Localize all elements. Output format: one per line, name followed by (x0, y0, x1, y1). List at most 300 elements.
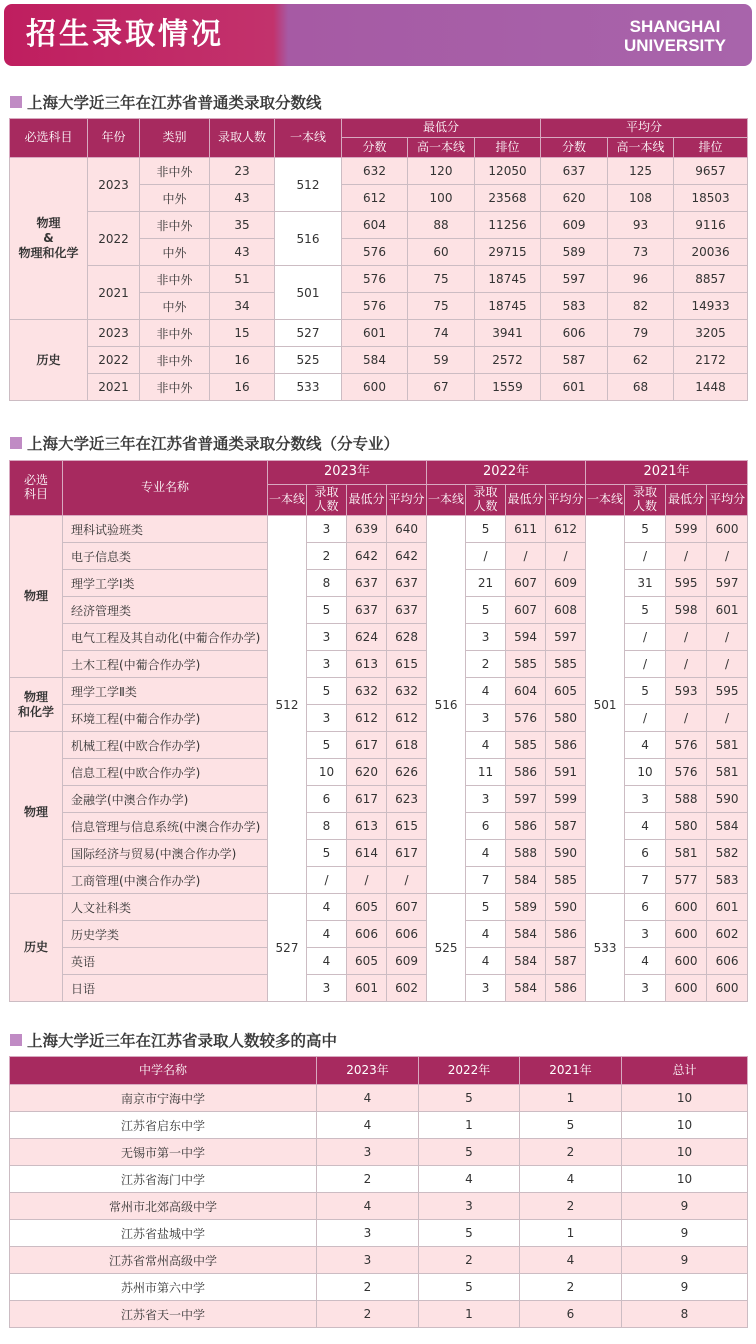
min-score-cell: 576 (506, 705, 546, 732)
admitted-cell: 5 (307, 732, 347, 759)
table-row (10, 1085, 748, 1112)
count-2023-cell: 2 (317, 1166, 419, 1193)
year-cell: 2023 (88, 320, 140, 347)
category-cell: 非中外 (140, 347, 210, 374)
year-cell: 2021 (88, 266, 140, 320)
count-2021-cell: 1 (520, 1085, 622, 1112)
avg-score-cell: 590 (546, 840, 586, 867)
admitted-cell: 43 (210, 185, 275, 212)
min-score-cell: 604 (506, 678, 546, 705)
min-score-cell: 595 (666, 570, 707, 597)
year-cell: 2022 (88, 212, 140, 266)
count-2022-cell: 5 (419, 1085, 520, 1112)
major-name-cell: 电子信息类 (63, 543, 268, 570)
category-cell: 非中外 (140, 374, 210, 401)
min-rank-cell: 3941 (475, 320, 541, 347)
major-name-cell: 环境工程(中葡合作办学) (63, 705, 268, 732)
admitted-cell: 5 (307, 678, 347, 705)
avg-score-cell: 608 (546, 597, 586, 624)
avg-rank-cell: 14933 (674, 293, 748, 320)
count-2021-cell: 4 (520, 1247, 622, 1274)
admitted-cell: 5 (625, 678, 666, 705)
avg-score-cell: 590 (707, 786, 748, 813)
table-row (10, 543, 748, 570)
admitted-cell: 16 (210, 374, 275, 401)
min-score-cell: / (666, 651, 707, 678)
tier-line-cell: 516 (275, 212, 342, 266)
school-name-cell: 苏州市第六中学 (10, 1274, 317, 1301)
table-row (10, 732, 748, 759)
admitted-cell: 3 (307, 975, 347, 1002)
admitted-cell: 3 (466, 705, 506, 732)
avg-cell: 583 (541, 293, 608, 320)
major-name-cell: 土木工程(中葡合作办学) (63, 651, 268, 678)
tier-line-cell: 527 (268, 894, 307, 1002)
avg-cell: 589 (541, 239, 608, 266)
header-2021: 2021年 (520, 1057, 622, 1085)
avg-score-cell: 597 (707, 570, 748, 597)
table-row (10, 374, 748, 401)
avg-score-cell: 585 (546, 867, 586, 894)
avg-score-cell: 600 (707, 516, 748, 543)
admitted-cell: 4 (625, 813, 666, 840)
count-2022-cell: 5 (419, 1139, 520, 1166)
subject-cell: 物理 和化学 (10, 678, 63, 732)
min-score-cell: 607 (506, 597, 546, 624)
table-row (10, 1247, 748, 1274)
min-score-cell: / (666, 624, 707, 651)
major-name-cell: 历史学类 (63, 921, 268, 948)
min-score-cell: 639 (347, 516, 387, 543)
banner-title: 招生录取情况 (26, 17, 224, 52)
admitted-cell: 7 (625, 867, 666, 894)
avg-score-cell: 602 (387, 975, 427, 1002)
min-rank-cell: 18745 (475, 293, 541, 320)
min-rank-cell: 2572 (475, 347, 541, 374)
admitted-cell: 3 (466, 975, 506, 1002)
header-tier-line: 一本线 (275, 119, 342, 158)
min-score-cell: 585 (506, 651, 546, 678)
admitted-cell: 2 (466, 651, 506, 678)
admitted-cell: / (307, 867, 347, 894)
min-score-cell: 584 (506, 975, 546, 1002)
avg-score-cell: 581 (707, 732, 748, 759)
min-score-cell: 617 (347, 786, 387, 813)
avg-score-cell: / (707, 651, 748, 678)
year-cell: 2021 (88, 374, 140, 401)
avg-score-cell: 628 (387, 624, 427, 651)
header-year: 年份 (88, 119, 140, 158)
avg-rank-cell: 20036 (674, 239, 748, 266)
admitted-cell: 4 (307, 921, 347, 948)
table-row (10, 570, 748, 597)
category-cell: 非中外 (140, 320, 210, 347)
tier-line-cell: 512 (268, 516, 307, 894)
min-score-cell: 584 (506, 867, 546, 894)
header-min-score: 最低分 (506, 485, 546, 516)
major-name-cell: 人文社科类 (63, 894, 268, 921)
avg-score-cell: 612 (546, 516, 586, 543)
avg-score-cell: 597 (546, 624, 586, 651)
header-avg-over-line: 高一本线 (608, 138, 674, 158)
table-row (10, 1274, 748, 1301)
avg-over-cell: 68 (608, 374, 674, 401)
header-min-score: 最低分 (666, 485, 707, 516)
min-rank-cell: 1559 (475, 374, 541, 401)
table-row (10, 705, 748, 732)
avg-cell: 597 (541, 266, 608, 293)
header-avg-score: 平均分 (707, 485, 748, 516)
avg-over-cell: 62 (608, 347, 674, 374)
min-score-cell: / (347, 867, 387, 894)
admitted-cell: / (625, 705, 666, 732)
category-cell: 中外 (140, 293, 210, 320)
min-cell: 604 (342, 212, 408, 239)
header-banner (4, 4, 752, 66)
table-row (10, 651, 748, 678)
avg-score-cell: 606 (387, 921, 427, 948)
min-score-cell: 637 (347, 570, 387, 597)
header-admitted: 录取 人数 (625, 485, 666, 516)
admitted-cell: 7 (466, 867, 506, 894)
avg-score-cell: 642 (387, 543, 427, 570)
count-2022-cell: 4 (419, 1166, 520, 1193)
count-2023-cell: 2 (317, 1301, 419, 1328)
major-name-cell: 国际经济与贸易(中澳合作办学) (63, 840, 268, 867)
total-cell: 10 (622, 1139, 748, 1166)
table-row (10, 840, 748, 867)
table-row (10, 158, 748, 185)
avg-score-cell: 587 (546, 948, 586, 975)
school-name-cell: 江苏省盐城中学 (10, 1220, 317, 1247)
min-score-cell: 594 (506, 624, 546, 651)
min-score-cell: 607 (506, 570, 546, 597)
min-rank-cell: 23568 (475, 185, 541, 212)
table-row (10, 347, 748, 374)
avg-score-cell: 585 (546, 651, 586, 678)
min-cell: 584 (342, 347, 408, 374)
count-2022-cell: 1 (419, 1301, 520, 1328)
major-name-cell: 金融学(中澳合作办学) (63, 786, 268, 813)
section3-title-text: 上海大学近三年在江苏省录取人数较多的高中 (27, 1032, 338, 1050)
admitted-cell: 4 (466, 732, 506, 759)
avg-score-cell: 618 (387, 732, 427, 759)
avg-rank-cell: 18503 (674, 185, 748, 212)
admitted-cell: 4 (466, 948, 506, 975)
header-category: 类别 (140, 119, 210, 158)
count-2022-cell: 1 (419, 1112, 520, 1139)
count-2023-cell: 4 (317, 1112, 419, 1139)
tier-line-cell: 525 (275, 347, 342, 374)
min-score-cell: 620 (347, 759, 387, 786)
min-score-cell: 624 (347, 624, 387, 651)
header-min-group: 最低分 (342, 119, 541, 138)
min-score-cell: 588 (506, 840, 546, 867)
min-score-cell: 613 (347, 813, 387, 840)
min-over-cell: 88 (408, 212, 475, 239)
table-row (10, 678, 748, 705)
table-row (10, 1301, 748, 1328)
table-row (10, 894, 748, 921)
school-name-cell: 江苏省天一中学 (10, 1301, 317, 1328)
count-2023-cell: 3 (317, 1220, 419, 1247)
min-score-cell: / (666, 543, 707, 570)
major-name-cell: 信息工程(中欧合作办学) (63, 759, 268, 786)
avg-score-cell: 601 (707, 894, 748, 921)
min-rank-cell: 29715 (475, 239, 541, 266)
overall-score-table (9, 118, 748, 401)
admitted-cell: 8 (307, 813, 347, 840)
count-2021-cell: 2 (520, 1274, 622, 1301)
category-cell: 非中外 (140, 158, 210, 185)
admitted-cell: 31 (625, 570, 666, 597)
min-score-cell: 632 (347, 678, 387, 705)
total-cell: 9 (622, 1220, 748, 1247)
avg-score-cell: / (387, 867, 427, 894)
avg-over-cell: 79 (608, 320, 674, 347)
count-2022-cell: 3 (419, 1193, 520, 1220)
major-name-cell: 理科试验班类 (63, 516, 268, 543)
tier-line-cell: 533 (275, 374, 342, 401)
tier-line-cell: 527 (275, 320, 342, 347)
min-score-cell: 613 (347, 651, 387, 678)
school-name-cell: 江苏省海门中学 (10, 1166, 317, 1193)
avg-score-cell: 626 (387, 759, 427, 786)
admitted-cell: 3 (625, 921, 666, 948)
min-over-cell: 120 (408, 158, 475, 185)
min-score-cell: 605 (347, 894, 387, 921)
min-over-cell: 67 (408, 374, 475, 401)
avg-score-cell: 602 (707, 921, 748, 948)
avg-score-cell: 607 (387, 894, 427, 921)
count-2021-cell: 1 (520, 1220, 622, 1247)
avg-rank-cell: 9116 (674, 212, 748, 239)
min-score-cell: 600 (666, 975, 707, 1002)
year-cell: 2022 (88, 347, 140, 374)
count-2023-cell: 3 (317, 1139, 419, 1166)
min-cell: 601 (342, 320, 408, 347)
avg-score-cell: 609 (546, 570, 586, 597)
min-rank-cell: 12050 (475, 158, 541, 185)
min-score-cell: 576 (666, 732, 707, 759)
avg-score-cell: 599 (546, 786, 586, 813)
min-score-cell: 612 (347, 705, 387, 732)
min-cell: 632 (342, 158, 408, 185)
admitted-cell: 3 (466, 786, 506, 813)
admitted-cell: 5 (466, 597, 506, 624)
admitted-cell: 11 (466, 759, 506, 786)
bullet-square-icon (10, 96, 22, 108)
count-2021-cell: 2 (520, 1139, 622, 1166)
category-cell: 非中外 (140, 212, 210, 239)
min-score-cell: 599 (666, 516, 707, 543)
avg-score-cell: 586 (546, 732, 586, 759)
admitted-cell: 5 (307, 840, 347, 867)
header-year-2022: 2022年 (427, 461, 586, 485)
avg-score-cell: 606 (707, 948, 748, 975)
subject-cell: 历史 (10, 320, 88, 401)
section1-title-text: 上海大学近三年在江苏省普通类录取分数线 (27, 94, 322, 112)
admitted-cell: 5 (625, 516, 666, 543)
avg-cell: 637 (541, 158, 608, 185)
min-score-cell: 598 (666, 597, 707, 624)
avg-over-cell: 93 (608, 212, 674, 239)
header-admitted: 录取人数 (210, 119, 275, 158)
avg-cell: 587 (541, 347, 608, 374)
min-score-cell: / (666, 705, 707, 732)
header-total: 总计 (622, 1057, 748, 1085)
admitted-cell: 21 (466, 570, 506, 597)
header-avg-group: 平均分 (541, 119, 748, 138)
tier-line-cell: 501 (275, 266, 342, 320)
min-score-cell: 597 (506, 786, 546, 813)
major-score-table (9, 460, 748, 1002)
count-2023-cell: 3 (317, 1247, 419, 1274)
admitted-cell: 3 (307, 651, 347, 678)
admitted-cell: 5 (466, 516, 506, 543)
min-score-cell: 605 (347, 948, 387, 975)
major-name-cell: 电气工程及其自动化(中葡合作办学) (63, 624, 268, 651)
avg-over-cell: 96 (608, 266, 674, 293)
min-score-cell: 642 (347, 543, 387, 570)
total-cell: 8 (622, 1301, 748, 1328)
school-name-cell: 江苏省启东中学 (10, 1112, 317, 1139)
min-over-cell: 59 (408, 347, 475, 374)
min-score-cell: 601 (347, 975, 387, 1002)
count-2023-cell: 4 (317, 1193, 419, 1220)
min-score-cell: 606 (347, 921, 387, 948)
admitted-cell: 4 (466, 921, 506, 948)
table-row (10, 786, 748, 813)
min-over-cell: 74 (408, 320, 475, 347)
min-score-cell: / (506, 543, 546, 570)
header-line: 一本线 (586, 485, 625, 516)
avg-score-cell: 605 (546, 678, 586, 705)
avg-score-cell: 581 (707, 759, 748, 786)
table-row (10, 1193, 748, 1220)
tier-line-cell: 512 (275, 158, 342, 212)
subject-cell: 物理 & 物理和化学 (10, 158, 88, 320)
major-name-cell: 理学工学Ⅱ类 (63, 678, 268, 705)
table-row (10, 1139, 748, 1166)
avg-rank-cell: 1448 (674, 374, 748, 401)
admitted-cell: 2 (307, 543, 347, 570)
min-score-cell: 577 (666, 867, 707, 894)
header-min-over-line: 高一本线 (408, 138, 475, 158)
table-row (10, 516, 748, 543)
avg-cell: 620 (541, 185, 608, 212)
avg-score-cell: 583 (707, 867, 748, 894)
admitted-cell: 4 (466, 840, 506, 867)
subject-cell: 历史 (10, 894, 63, 1002)
min-score-cell: 617 (347, 732, 387, 759)
min-score-cell: 589 (506, 894, 546, 921)
header-line: 一本线 (268, 485, 307, 516)
avg-score-cell: 637 (387, 570, 427, 597)
admitted-cell: 3 (625, 786, 666, 813)
min-over-cell: 100 (408, 185, 475, 212)
header-admitted: 录取 人数 (466, 485, 506, 516)
header-2023: 2023年 (317, 1057, 419, 1085)
min-score-cell: 600 (666, 948, 707, 975)
avg-rank-cell: 3205 (674, 320, 748, 347)
section3-title (10, 1029, 337, 1051)
table-row (10, 867, 748, 894)
admitted-cell: 16 (210, 347, 275, 374)
min-score-cell: 580 (666, 813, 707, 840)
admitted-cell: 3 (625, 975, 666, 1002)
avg-cell: 601 (541, 374, 608, 401)
min-cell: 576 (342, 266, 408, 293)
avg-score-cell: / (707, 624, 748, 651)
admitted-cell: 3 (466, 624, 506, 651)
admitted-cell: 4 (466, 678, 506, 705)
university-name-line2: UNIVERSITY (623, 36, 726, 55)
min-score-cell: 585 (506, 732, 546, 759)
header-admitted: 录取 人数 (307, 485, 347, 516)
avg-over-cell: 73 (608, 239, 674, 266)
avg-score-cell: 600 (707, 975, 748, 1002)
school-name-cell: 常州市北郊高级中学 (10, 1193, 317, 1220)
admitted-cell: 6 (466, 813, 506, 840)
min-score-cell: 576 (666, 759, 707, 786)
year-cell: 2023 (88, 158, 140, 212)
school-name-cell: 南京市宁海中学 (10, 1085, 317, 1112)
major-name-cell: 英语 (63, 948, 268, 975)
admitted-cell: 4 (625, 948, 666, 975)
min-score-cell: 637 (347, 597, 387, 624)
header-avg-rank: 排位 (674, 138, 748, 158)
count-2021-cell: 4 (520, 1166, 622, 1193)
subject-cell: 物理 (10, 732, 63, 894)
table-row (10, 624, 748, 651)
min-cell: 576 (342, 239, 408, 266)
header-2022: 2022年 (419, 1057, 520, 1085)
table-row (10, 320, 748, 347)
min-score-cell: 581 (666, 840, 707, 867)
header-subject: 必选 科目 (10, 461, 63, 516)
header-school: 中学名称 (10, 1057, 317, 1085)
admitted-cell: 10 (307, 759, 347, 786)
total-cell: 10 (622, 1166, 748, 1193)
table-row (10, 212, 748, 239)
count-2021-cell: 2 (520, 1193, 622, 1220)
admitted-cell: 5 (307, 597, 347, 624)
avg-cell: 606 (541, 320, 608, 347)
header-min-rank: 排位 (475, 138, 541, 158)
avg-score-cell: / (707, 705, 748, 732)
min-score-cell: 593 (666, 678, 707, 705)
admitted-cell: 3 (307, 624, 347, 651)
header-avg-score: 平均分 (387, 485, 427, 516)
total-cell: 9 (622, 1247, 748, 1274)
avg-score-cell: 586 (546, 921, 586, 948)
table-row (10, 597, 748, 624)
header-avg-score: 平均分 (546, 485, 586, 516)
count-2021-cell: 6 (520, 1301, 622, 1328)
avg-score-cell: 580 (546, 705, 586, 732)
count-2022-cell: 2 (419, 1247, 520, 1274)
count-2023-cell: 4 (317, 1085, 419, 1112)
admitted-cell: / (625, 624, 666, 651)
min-score-cell: 614 (347, 840, 387, 867)
admitted-cell: 3 (307, 516, 347, 543)
table-row (10, 1166, 748, 1193)
admitted-cell: 6 (307, 786, 347, 813)
table-row (10, 921, 748, 948)
table-row (10, 813, 748, 840)
total-cell: 10 (622, 1085, 748, 1112)
